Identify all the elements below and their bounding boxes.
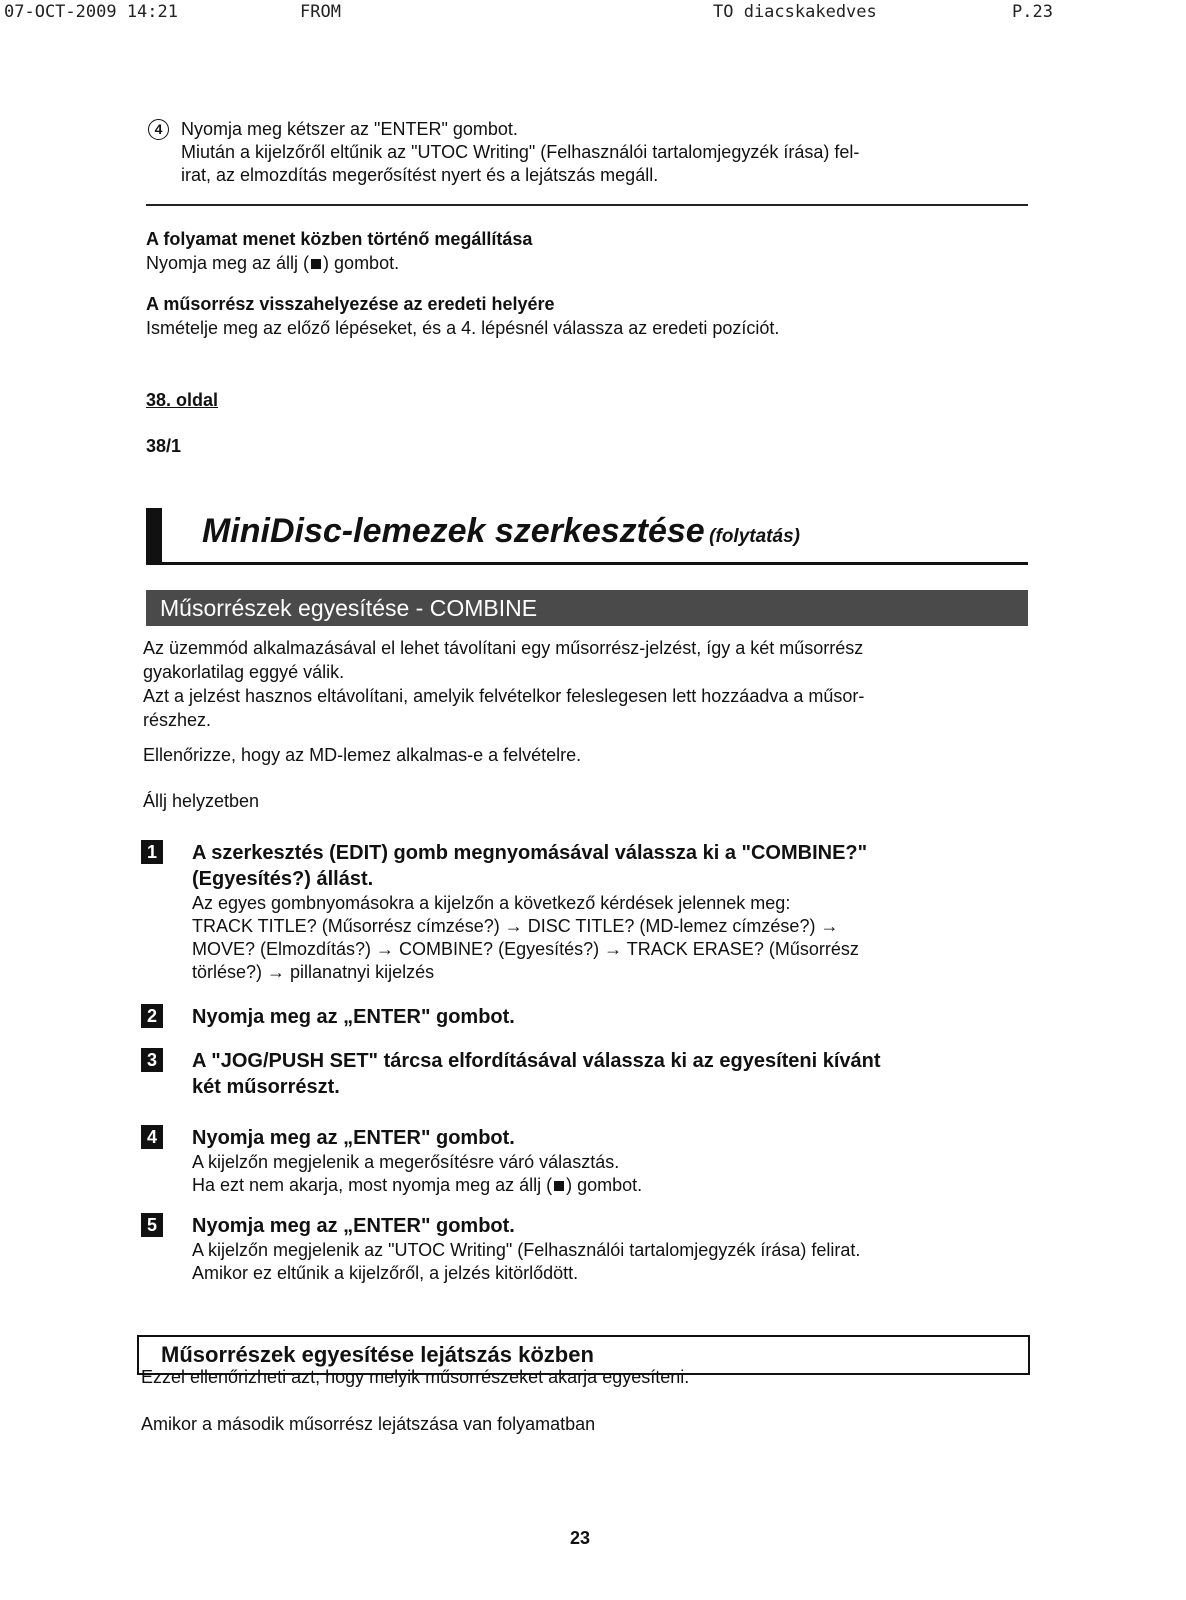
step-5 <box>141 1213 1031 1285</box>
step-4 <box>141 1125 1031 1197</box>
step-number-badge: 2 <box>141 1004 163 1028</box>
section-title-suffix: (folytatás) <box>709 526 800 547</box>
step-heading: Nyomja meg az „ENTER" gombot. <box>192 1006 515 1028</box>
fax-from: FROM <box>300 2 341 22</box>
page-number: 23 <box>570 1528 591 1548</box>
step-1 <box>141 840 1031 984</box>
step-description: A kijelzőn megjelenik az "UTOC Writing" (Felhasználói tartalomjegyzék írása) felirat. Amikor ez eltűnik a kijelzőről, a jelzés kitörlődött. <box>192 1240 861 1283</box>
step-number-badge: 4 <box>141 1125 163 1149</box>
step-heading: A szerkesztés (EDIT) gomb megnyomásával válassza ki a "COMBINE?" (Egyesítés?) állást. <box>192 842 868 890</box>
page-subreference: 38/1 <box>146 436 182 456</box>
playback-text-1: Ezzel ellenőrizheti azt, hogy melyik műsorrészeket akarja egyesíteni. <box>141 1367 690 1387</box>
fax-page: P.23 <box>1012 2 1053 22</box>
step-number-badge: 3 <box>141 1048 163 1072</box>
step-number-badge: 1 <box>141 840 163 864</box>
step-heading: A "JOG/PUSH SET" tárcsa elfordításával válassza ki az egyesíteni kívánt két műsorrészt. <box>192 1050 881 1098</box>
title-underline <box>146 562 1028 565</box>
text-line: részhez. <box>143 710 212 730</box>
previous-step-4 <box>148 118 1028 187</box>
stop-text: Nyomja meg az állj ( ) gombot. <box>146 253 400 273</box>
text-line: Azt a jelzést hasznos eltávolítani, amelyik felvételkor feleslegesen lett hozzáadva a műsor- <box>143 686 865 706</box>
fax-header <box>0 2 1186 24</box>
section-title-main: MiniDisc-lemezek szerkesztése <box>202 512 705 550</box>
text-line: Az üzemmód alkalmazásával el lehet távolítani egy műsorrész-jelzést, így a két műsorrész <box>143 638 864 658</box>
restore-heading: A műsorrész visszahelyezése az eredeti helyére <box>146 294 555 314</box>
combine-banner: Műsorrészek egyesítése - COMBINE <box>146 590 1028 626</box>
text-line: gyakorlatilag eggyé válik. <box>143 662 345 682</box>
stop-position-text: Állj helyzetben <box>143 791 260 811</box>
step-2 <box>141 1004 1031 1030</box>
fax-to: TO diacskakedves <box>713 2 877 22</box>
stop-section <box>146 227 1026 275</box>
step-heading: Nyomja meg az „ENTER" gombot. <box>192 1215 515 1237</box>
stop-heading: A folyamat menet közben történő megállítása <box>146 229 533 249</box>
playback-text-2: Amikor a második műsorrész lejátszása van folyamatban <box>141 1414 596 1434</box>
restore-text: Ismételje meg az előző lépéseket, és a 4. lépésnél válassza az eredeti pozíciót. <box>146 318 780 338</box>
fax-date-time: 07-OCT-2009 14:21 <box>4 2 178 22</box>
intro-paragraph <box>143 636 1029 732</box>
text-line: Miután a kijelzőről eltűnik az "UTOC Writing" (Felhasználói tartalomjegyzék írása) fel- <box>181 142 860 162</box>
previous-step-4-text <box>181 118 1028 187</box>
step-heading: Nyomja meg az „ENTER" gombot. <box>192 1127 515 1149</box>
section-title <box>202 512 800 551</box>
text-line: irat, az elmozdítás megerősítést nyert és a lejátszás megáll. <box>181 165 659 185</box>
text-line: Nyomja meg kétszer az "ENTER" gombot. <box>181 119 518 139</box>
restore-section <box>146 292 1026 340</box>
step-number-badge: 5 <box>141 1213 163 1237</box>
stop-icon <box>554 1181 564 1191</box>
check-disc-text: Ellenőrizze, hogy az MD-lemez alkalmas-e a felvételre. <box>143 745 582 765</box>
step-3 <box>141 1048 1031 1100</box>
playback-section-heading: Műsorrészek egyesítése lejátszás közben <box>137 1335 1030 1375</box>
circled-step-number: 4 <box>148 119 169 140</box>
step-description: Az egyes gombnyomásokra a kijelzőn a következő kérdések jelennek meg: TRACK TITLE? (Műsorrész címzése?) → DISC TITLE? (MD-lemez címzése?) → MOVE? (Elmozdítás?) → COMBINE? (Egyesítés?) → TRACK ERASE? (Műsorrész törlése?) → pillanatnyi kijelzés <box>192 893 859 982</box>
title-marker-bar <box>146 508 162 564</box>
divider <box>146 204 1028 206</box>
step-description: A kijelzőn megjelenik a megerősítésre váró választás. Ha ezt nem akarja, most nyomja meg az állj ( ) gombot. <box>192 1152 643 1195</box>
page-reference: 38. oldal <box>146 390 219 410</box>
stop-icon <box>311 259 321 269</box>
